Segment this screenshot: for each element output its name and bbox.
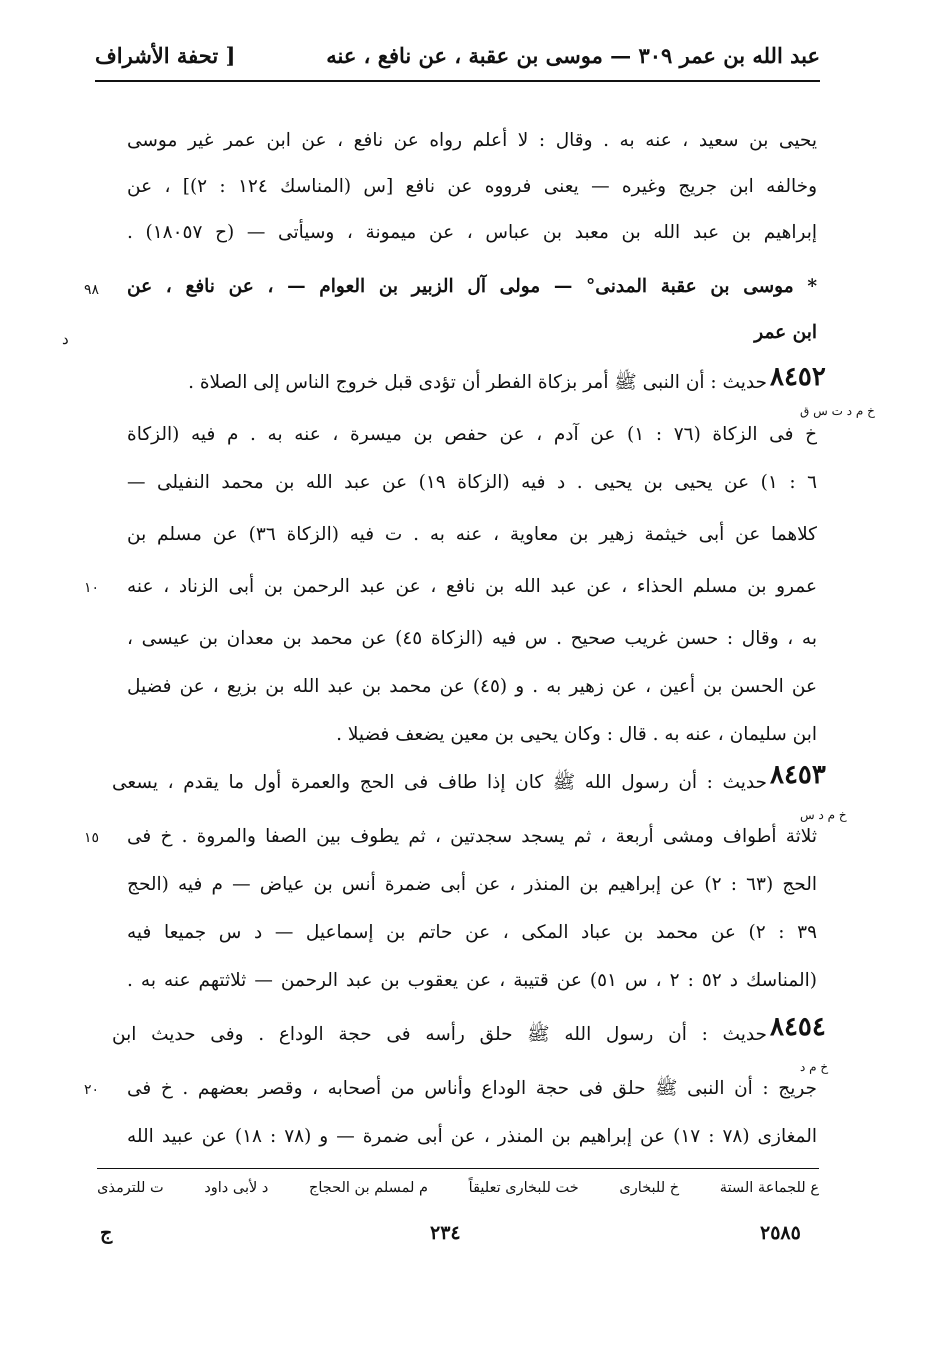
- text-line-13: ابن سليمان ، عنه به . قال : وكان يحيى بن معين يضعف فضيلا .: [336, 724, 817, 745]
- sigla-legend: [97, 1180, 819, 1206]
- text-line-3: إبراهيم بن عبد الله بن معبد بن عباس ، عن ميمونة ، وسيأتى — (ح ١٨٠٥٧) .: [127, 222, 817, 243]
- text-line-9: كلاهما عن أبى خيثمة زهير بن معاوية ، عنه به . ت فيه (الزكاة ٣٦) عن مسلم بن: [127, 524, 817, 545]
- hadith-number-8452: ٨٤٥٢: [770, 362, 826, 392]
- running-header: [95, 36, 820, 82]
- line-number-20: ٢٠: [83, 1082, 99, 1098]
- hadith-8454-text: حديث : أن رسول الله ﷺ حلق رأسه فى حجة الوداع . وفى حديث ابن: [112, 1024, 767, 1045]
- text-line-15: ثلاثة أطواف ومشى أربعة ، ثم يسجد سجدتين ، ثم يطوف بين الصفا والمروة . خ فى: [127, 826, 817, 847]
- text-line-10: عمرو بن مسلم الحذاء ، عن عبد الله بن نافع ، عن عبد الرحمن بن أبى الزناد ، عنه: [127, 576, 817, 597]
- header-book-title: [ تحفة الأشراف: [95, 42, 236, 68]
- legend-item: ت للترمذى: [97, 1180, 164, 1196]
- footer-rule: [97, 1168, 819, 1169]
- signature-mark: ج: [100, 1222, 113, 1244]
- text-line-8: ٦ : ١) عن يحيى بن يحيى . د فيه (الزكاة ١٩) عن عبد الله بن محمد النفيلى —: [127, 472, 817, 493]
- text-line-11: به ، وقال : حسن غريب صحيح . س فيه (الزكاة ٤٥) عن محمد بن معدان بن عيسى ،: [127, 628, 817, 649]
- text-line-7: خ فى الزكاة (٧٦ : ١) عن آدم ، عن حفص بن ميسرة ، عنه به . م فيه (الزكاة: [127, 424, 817, 445]
- hadith-8453-text: حديث : أن رسول الله ﷺ كان إذا طاف فى الحج والعمرة أول ما يقدم ، يسعى: [112, 772, 767, 793]
- sigla-8454: خ م د: [800, 1060, 829, 1074]
- text-line-18: (المناسك د ٥٢ : ٢ ، س ٥١) عن قتيبة ، عن يعقوب بن عبد الرحمن — ثلاثتهم عنه به .: [127, 970, 817, 991]
- text-line-17: ٣٩ : ٢) عن محمد بن عباد المكى ، عن حاتم بن إسماعيل — د س جميعا فيه: [127, 922, 817, 943]
- text-line-20: جريج : أن النبى ﷺ حلق فى حجة الوداع وأناس من أصحابه ، وقصر بعضهم . خ فى: [127, 1078, 817, 1099]
- narrator-heading-line-2: ابن عمر: [754, 322, 817, 343]
- text-line-21: المغازى (٧٨ : ١٧) عن إبراهيم بن المنذر ، عن أبى ضمرة — و (٧٨ : ١٨) عن عبيد الله: [127, 1126, 817, 1147]
- text-line-12: عن الحسن بن أعين ، عن زهير به . و (٤٥) عن محمد بن عبد الله بن بزيع ، عن فضيل: [127, 676, 817, 697]
- section-number: ٩٨: [83, 282, 99, 298]
- text-line-2: وخالفه ابن جريج وغيره — يعنى فرووه عن نافع [س (المناسك ١٢٤ : ٢)] ، عن: [127, 176, 817, 197]
- narrator-heading-line-1: * موسى بن عقبة المدنى° — مولى آل الزبير بن العوام — ، عن نافع ، عن: [127, 276, 817, 297]
- folio-volume-page: ٢٥٨٥: [760, 1222, 801, 1244]
- margin-letter-d: د: [62, 330, 69, 348]
- text-line-16: الحج (٦٣ : ٢) عن إبراهيم بن المنذر ، عن أبى ضمرة أنس بن عياض — م فيه (الحج: [127, 874, 817, 895]
- page-number: ٢٣٤: [430, 1222, 461, 1244]
- legend-item: خت للبخارى تعليقاً: [468, 1180, 579, 1196]
- hadith-8452-text: حديث : أن النبى ﷺ أمر بزكاة الفطر أن تؤدى قبل خروج الناس إلى الصلاة .: [188, 372, 767, 393]
- sigla-8453: خ م د س: [800, 808, 847, 822]
- header-right-title: عبد الله بن عمر ٣٠٩ — موسى بن عقبة ، عن نافع ، عنه: [326, 42, 820, 68]
- legend-item: م لمسلم بن الحجاج: [308, 1180, 428, 1196]
- legend-item: ع للجماعة الستة: [719, 1180, 819, 1196]
- line-number-15: ١٥: [83, 830, 99, 846]
- hadith-number-8453: ٨٤٥٣: [770, 760, 826, 790]
- legend-item: خ للبخارى: [619, 1180, 680, 1196]
- legend-item: د لأبى داود: [204, 1180, 269, 1196]
- hadith-number-8454: ٨٤٥٤: [770, 1012, 826, 1042]
- text-line-1: يحيى بن سعيد ، عنه به . وقال : لا أعلم رواه عن نافع ، عن ابن عمر غير موسى: [127, 130, 817, 151]
- sigla-8452: خ م د ت س ق: [800, 404, 875, 418]
- line-number-10: ١٠: [83, 580, 99, 596]
